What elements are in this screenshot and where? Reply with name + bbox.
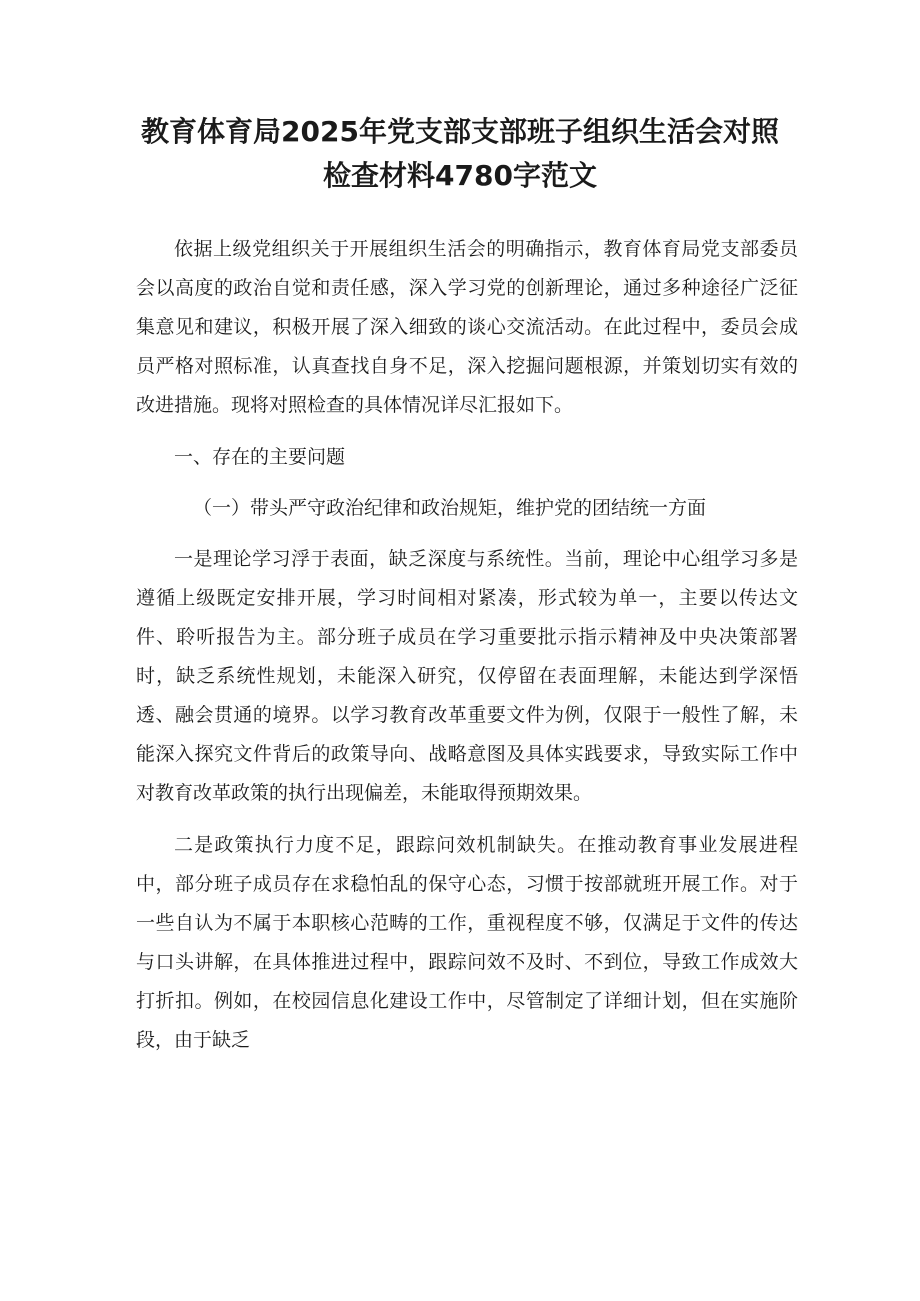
- body-paragraph-2: 二是政策执行力度不足，跟踪问效机制缺失。在推动教育事业发展进程中，部分班子成员存在求稳怕乱的保守心态，习惯于按部就班开展工作。对于一些自认为不属于本职核心范畴的工作，重视程度不够，仅满足于文件的传达与口头讲解，在具体推进过程中，跟踪问效不及时、不到位，导致工作成效大打折扣。例如，在校园信息化建设工作中，尽管制定了详细计划，但在实施阶段，由于缺乏: [136, 834, 798, 1051]
- document-title: [110, 110, 810, 198]
- section-heading: 一、存在的主要问题: [174, 446, 346, 468]
- document-body: [136, 230, 798, 1073]
- title-line-1: 教育体育局2025年党支部支部班子组织生活会对照: [141, 115, 779, 148]
- title-line-2: 检查材料4780字范文: [323, 159, 597, 192]
- intro-paragraph: 依据上级党组织关于开展组织生活会的明确指示，教育体育局党支部委员会以高度的政治自觉和责任感，深入学习党的创新理论，通过多种途径广泛征集意见和建议，积极开展了深入细致的谈心交流活动。在此过程中，委员会成员严格对照标准，认真查找自身不足，深入挖掘问题根源，并策划切实有效的改进措施。现将对照检查的具体情况详尽汇报如下。: [136, 238, 798, 416]
- body-paragraph-1: 一是理论学习浮于表面，缺乏深度与系统性。当前，理论中心组学习多是遵循上级既定安排开展，学习时间相对紧凑，形式较为单一，主要以传达文件、聆听报告为主。部分班子成员在学习重要批示指示精神及中央决策部署时，缺乏系统性规划，未能深入研究，仅停留在表面理解，未能达到学深悟透、融会贯通的境界。以学习教育改革重要文件为例，仅限于一般性了解，未能深入探究文件背后的政策导向、战略意图及具体实践要求，导致实际工作中对教育改革政策的执行出现偏差，未能取得预期效果。: [136, 548, 798, 804]
- subsection-heading: （一）带头严守政治纪律和政治规矩，维护党的团结统一方面: [193, 497, 707, 519]
